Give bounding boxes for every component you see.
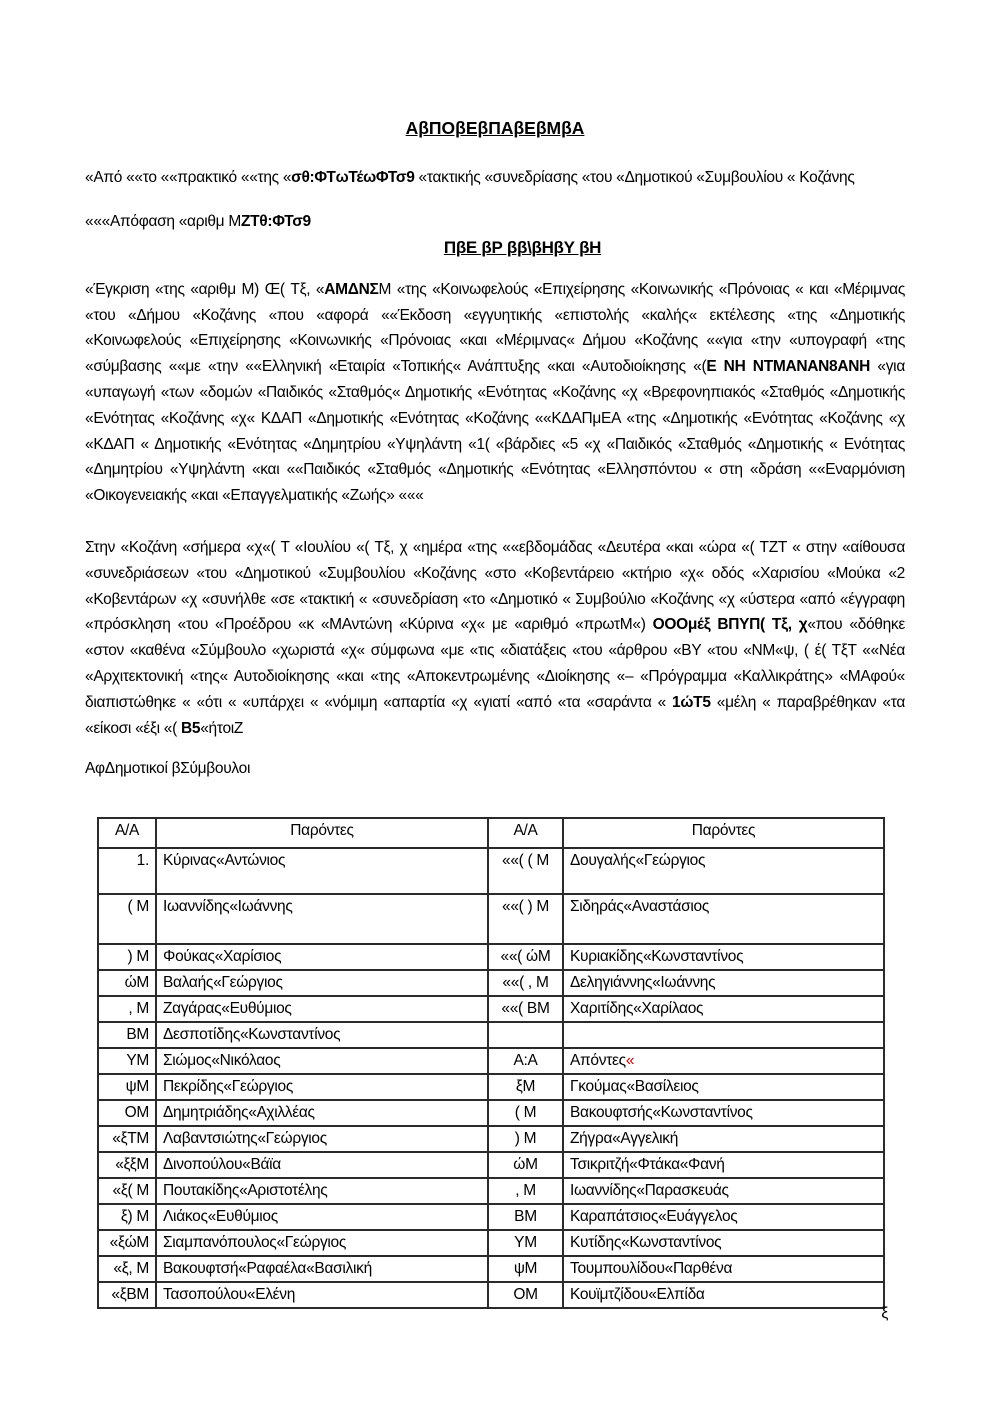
aa-cell-left: «ξΒΜ <box>98 1282 156 1308</box>
councilors-table-body <box>98 848 884 1308</box>
name-cell-right: Σιδηράς«Αναστάσιος <box>563 894 884 944</box>
name-cell-left: Δινοπούλου«Βάϊα <box>156 1152 488 1178</box>
aa-cell-right: ΒΜ <box>488 1204 563 1230</box>
aa-cell-left: ΒΜ <box>98 1022 156 1048</box>
bold-text-run: ΟΟΟμέξ ΒΠΥΠ( Τξ, χ <box>652 616 808 634</box>
bold-text-run: Β5 <box>180 719 201 737</box>
aa-cell-right <box>488 1022 563 1048</box>
name-cell-right: Δουγαλής«Γεώργιος <box>563 848 884 894</box>
bold-text-run: ΖΤθ:ΦΤσ9 <box>240 212 311 230</box>
table-row <box>98 1074 884 1100</box>
name-cell-right <box>563 1022 884 1048</box>
text-run: «Έγκριση «της «αριθμ Μ) Œ( Τξ, « <box>85 280 325 298</box>
aa-cell-right: ««( ώΜ <box>488 944 563 970</box>
aa-cell-right: ( Μ <box>488 1100 563 1126</box>
table-row <box>98 894 884 944</box>
name-cell-right: Τσικριτζή«Φτάκα«Φανή <box>563 1152 884 1178</box>
document-title: ΑβΠΟβΕβΠΑβΕβΜβΑ <box>405 118 585 138</box>
aa-cell-right: Α:Α <box>488 1048 563 1074</box>
session-paragraph <box>85 535 905 741</box>
name-cell-right: Καραπάτσιος«Ευάγγελος <box>563 1204 884 1230</box>
name-cell-right: Κυτίδης«Κωνσταντίνος <box>563 1230 884 1256</box>
text-run: Στην «Κοζάνη «σήμερα «χ«( Τ «Ιουλίου «( Τξ, χ «ημέρα «της ««εβδομάδας «Δευτέρα «και «ώρα «( ΤΖΤ « στην «αίθουσα «συνεδριάσεων «του «Δημοτικού «Συμβουλίου «Κοζάνης «στο «Κοβεντάρειο «κτήριο «χ« οδός «Χαρισίου «Μούκα «2 «Κοβεντάρων «χ «συνήλθε «σε «τακτική « «συνεδρίαση «το «Δημοτικό « Συμβούλιο «Κοζάνης «χ «ύστερα «από «έγγραφη «πρόσκληση «του «Προέδρου «κ «ΜΑντώνη «Κύρινα «χ« με «αριθμό «πρωτΜ«) <box>85 538 905 634</box>
name-cell-right: Βακουφτσής«Κωνσταντίνος <box>563 1100 884 1126</box>
table-row <box>98 1100 884 1126</box>
table-row <box>98 1282 884 1308</box>
aa-cell-left: ( Μ <box>98 894 156 944</box>
table-row <box>98 970 884 996</box>
aa-cell-left: «ξΤΜ <box>98 1126 156 1152</box>
name-cell-right: Απόντες« <box>563 1048 884 1074</box>
name-cell-left: Δημητριάδης«Αχιλλέας <box>156 1100 488 1126</box>
name-cell-left: Πουτακίδης«Αριστοτέλης <box>156 1178 488 1204</box>
summary-heading-text: ΠβΕ βΡ ββ\βΗβΥ βΗ <box>443 237 602 257</box>
decision-number-line <box>85 209 905 235</box>
aa-cell-right: ) Μ <box>488 1126 563 1152</box>
bold-text-run: Ε ΝΗ ΝΤΜΑΝΑΝ8ΑΝΗ <box>706 358 878 376</box>
aa-cell-left: ώΜ <box>98 970 156 996</box>
aa-cell-right: ««( ) Μ <box>488 894 563 944</box>
table-row <box>98 944 884 970</box>
header-aa-right: Α/Α <box>488 818 563 848</box>
text-run: «για «υπαγωγή «των «δομών «Παιδικός «Σταθμός« Δημοτικής «Ενότητας «Κοζάνης «χ «Βρεφονηπιακός «Σταθμός «Δημοτικής «Ενότητας «Κοζάνης «χ« ΚΔΑΠ «Δημοτικής «Ενότητας «Κοζάνης ««ΚΔΑΠμΕΑ «της «Δημοτικής «Ενότητας «Κοζάνης «χ «ΚΔΑΠ « Δημοτικής «Ενότητας «Δημητρίου «Υψηλάντη «1( «βάρδιες «5 «χ «Παιδικός «Σταθμός «Δημοτικής « Ενότητας «Δημητρίου «Υψηλάντη «και ««Παιδικός «Σταθμός «Δημοτικής «Ενότητας «Ελλησπόντου « στη «δράση ««Εναρμόνιση «Οικογενειακής «και «Επαγγελματικής «Ζωής» ««« <box>85 358 905 505</box>
aa-cell-left: «ξξΜ <box>98 1152 156 1178</box>
table-row <box>98 1178 884 1204</box>
name-cell-right: Κουϊμτζίδου«Ελπίδα <box>563 1282 884 1308</box>
bold-text-run: 1ώΤ5 <box>672 693 711 711</box>
name-cell-left: Δεσποτίδης«Κωνσταντίνος <box>156 1022 488 1048</box>
name-cell-left: Βαλαής«Γεώργιος <box>156 970 488 996</box>
text-run: «μέλη « παραβρέθηκαν «τα «είκοσι «έξι «( <box>85 693 906 737</box>
aa-cell-right: , Μ <box>488 1178 563 1204</box>
table-row <box>98 1126 884 1152</box>
text-run: «««Απόφαση «αριθμ Μ <box>85 212 241 230</box>
name-cell-right: Ιωαννίδης«Παρασκευάς <box>563 1178 884 1204</box>
table-row <box>98 1152 884 1178</box>
table-header-row <box>98 818 884 848</box>
aa-cell-left: 1. <box>98 848 156 894</box>
councilors-table-header <box>98 818 884 848</box>
councilors-table <box>97 817 885 1309</box>
table-row <box>98 1022 884 1048</box>
aa-cell-left: ξ) Μ <box>98 1204 156 1230</box>
table-row <box>98 1048 884 1074</box>
header-present-left: Παρόντες <box>156 818 488 848</box>
table-row <box>98 996 884 1022</box>
text-run: «που «δόθηκε «στον «καθένα «Σύμβουλο «χωριστά «χ« σύμφωνα «με «τις «διατάξεις «του «άρθρου «ΒΥ «του «ΝΜ«ψ, ( έ( ΤξΤ ««Νέα «Αρχιτεκτονική «της« Αυτοδιοίκησης «και «της «Αποκεντρωμένης «Διοίκησης «– «Πρόγραμμα «Καλλικράτης» «ΜΑφού« διαπιστώθηκε « «ότι « «υπάρχει « «νόμιμη «απαρτία «χ «γιατί «από «τα «σαράντα « <box>85 616 905 711</box>
header-present-right: Παρόντες <box>563 818 884 848</box>
table-row <box>98 1256 884 1282</box>
name-cell-right: Δεληγιάννης«Ιωάννης <box>563 970 884 996</box>
name-cell-left: Ζαγάρας«Ευθύμιος <box>156 996 488 1022</box>
name-cell-left: Τασοπούλου«Ελένη <box>156 1282 488 1308</box>
aa-cell-right: ΥΜ <box>488 1230 563 1256</box>
aa-cell-right: ««( ΒΜ <box>488 996 563 1022</box>
bold-text-run: ΑΜΔΝΣ <box>324 280 379 298</box>
name-cell-right: Κυριακίδης«Κωνσταντίνος <box>563 944 884 970</box>
text-run: «τακτικής «συνεδρίασης «του «Δημοτικού «Συμβουλίου « Κοζάνης <box>418 169 855 186</box>
table-row <box>98 1204 884 1230</box>
aa-cell-left: , Μ <box>98 996 156 1022</box>
name-cell-left: Ιωαννίδης«Ιωάννης <box>156 894 488 944</box>
header-aa-left: Α/Α <box>98 818 156 848</box>
aa-cell-right: ψΜ <box>488 1256 563 1282</box>
name-cell-right: Χαριτίδης«Χαρίλαος <box>563 996 884 1022</box>
approval-paragraph <box>85 277 905 509</box>
text-run: «Από ««το ««πρακτικό ««της « <box>85 169 292 186</box>
aa-cell-left: «ξώΜ <box>98 1230 156 1256</box>
aa-cell-left: ψΜ <box>98 1074 156 1100</box>
text-run: «ήτοιΖ <box>200 719 244 737</box>
aa-cell-left: ΥΜ <box>98 1048 156 1074</box>
aa-cell-left: ΟΜ <box>98 1100 156 1126</box>
name-cell-left: Πεκρίδης«Γεώργιος <box>156 1074 488 1100</box>
aa-cell-right: ΟΜ <box>488 1282 563 1308</box>
text-run: Μ «της «Κοινωφελούς «Επιχείρησης «Κοινωνικής «Πρόνοιας « και «Μέριμνας «του «Δήμου «Κοζάνης «που «αφορά ««Έκδοση «εγγυητικής «επιστολής «καλής« εκτέλεσης «της «Δημοτικής «Κοινωφελούς «Επιχείρησης «Κοινωνικής «Πρόνοιας «και «Μέριμνας« Δήμου «Κοζάνης ««για «την «υπογραφή «της «σύμβασης ««με «την ««Ελληνική «Εταιρία «Τοπικής« Ανάπτυξης «και «Αυτοδιοίκησης «( <box>85 280 905 376</box>
aa-cell-right: ««( ( Μ <box>488 848 563 894</box>
aa-cell-right: ώΜ <box>488 1152 563 1178</box>
aa-cell-right: ««( , Μ <box>488 970 563 996</box>
name-cell-right: Γκούμας«Βασίλειος <box>563 1074 884 1100</box>
aa-cell-left: «ξ, Μ <box>98 1256 156 1282</box>
table-row <box>98 1230 884 1256</box>
name-cell-left: Λιάκος«Ευθύμιος <box>156 1204 488 1230</box>
intro-paragraph <box>85 165 905 191</box>
aa-cell-right: ξΜ <box>488 1074 563 1100</box>
red-guillemet-mark: « <box>625 1052 635 1070</box>
aa-cell-left: ) Μ <box>98 944 156 970</box>
name-cell-left: Βακουφτσή«Ραφαέλα«Βασιλική <box>156 1256 488 1282</box>
councilors-intro-line: ΑφΔημοτικοί βΣύμβουλοι <box>85 760 251 778</box>
aa-cell-left: «ξ( Μ <box>98 1178 156 1204</box>
name-cell-left: Φούκας«Χαρίσιος <box>156 944 488 970</box>
summary-heading <box>85 235 905 261</box>
name-cell-right: Τουμπουλίδου«Παρθένα <box>563 1256 884 1282</box>
bold-text-run: σθ:ΦΤωΤέωΦΤσ9 <box>291 169 419 186</box>
name-cell-right: Ζήγρα«Αγγελική <box>563 1126 884 1152</box>
name-cell-left: Σιαμπανόπουλος«Γεώργιος <box>156 1230 488 1256</box>
name-cell-left: Κύρινας«Αντώνιος <box>156 848 488 894</box>
table-row <box>98 848 884 894</box>
name-cell-left: Λαβαντσιώτης«Γεώργιος <box>156 1126 488 1152</box>
page-number: ξ <box>881 1305 888 1322</box>
name-cell-left: Σιώμος«Νικόλαος <box>156 1048 488 1074</box>
